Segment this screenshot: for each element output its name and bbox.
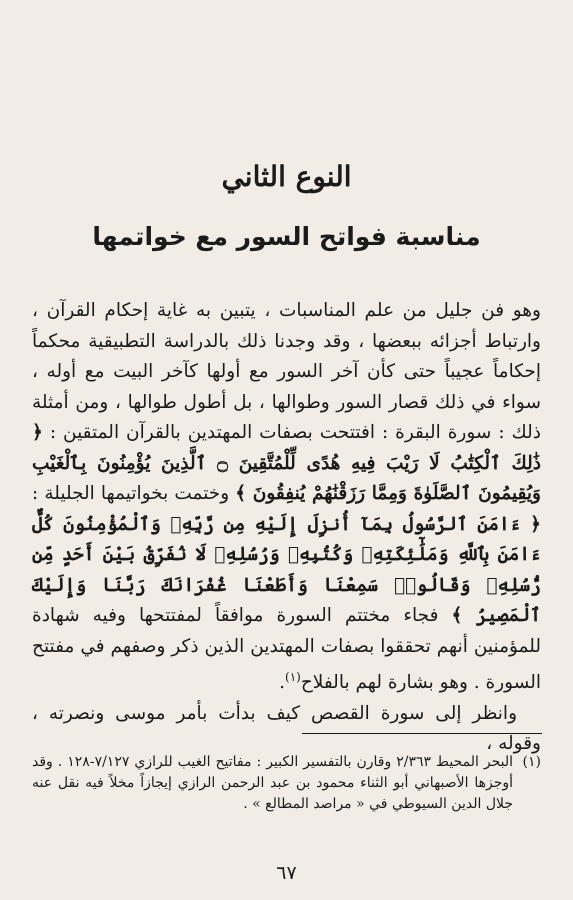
closing-intro-text: وختمت بخواتيمها الجليلة : (32, 483, 230, 504)
footnote-marker: (١) (285, 670, 301, 684)
conclusion-period: . (279, 672, 286, 694)
quran-verse-opening: ﴿ ذَٰلِكَ ٱلْكِتَٰبُ لَا رَيْبَ فِيهِ هُدًى لِّلْمُتَّقِينَ ۝ ٱلَّذِينَ يُؤْمِنُونَ بِٱلْغَيْبِ وَيُقِيمُونَ ٱلصَّلَوٰةَ وَمِمَّا رَزَقْنَٰهُمْ يُنفِقُونَ ﴾ (32, 422, 541, 504)
body-text (32, 296, 541, 760)
chapter-subheading: مناسبة فواتح السور مع خواتمها (92, 222, 481, 251)
paragraph-qasas: وانظر إلى سورة القصص كيف بدأت بأمر موسى ونصرته ، وقوله ، (32, 702, 541, 755)
intro-text: وهو فن جليل من علم المناسبات ، يتبين به غاية إحكام القرآن ، وارتباط أجزائه ببعضها ، وقد وجدنا ذلك بالدراسة التطبيقية محكماً إحكاماً عجيباً حتى كأن آخر السور مع أولها كآخر البيت مع أوله ، سواء في ذلك قصار السور وطوالها ، بل أطول طوالها ، ومن أمثلة ذلك : سورة البقرة : افتتحت بصفات المهتدين بالقرآن المتقين : (32, 300, 541, 443)
footnote-divider (302, 733, 542, 734)
footnote-text: البحر المحيط ٢/٣٦٣ وقارن بالتفسير الكبير : مفاتيح الغيب للرازي ٧/١٢٧-١٢٨ . وقد أوجزها الأصبهاني أبو الثناء محمود بن عبد الرحمن الرازي إيجازاً مخلاً فيه نقل عنه جلال الدين السيوطي في « مراصد المطالع » . (32, 754, 514, 812)
footnote-number: (١) (522, 754, 541, 770)
chapter-heading: النوع الثاني (221, 160, 352, 193)
quran-verse-closing: ﴿ ءَامَنَ ٱلرَّسُولُ بِمَآ أُنزِلَ إِلَيْهِ مِن رَّبِّهِۦ وَٱلْمُؤْمِنُونَ كُلٌّ ءَامَنَ بِٱللَّهِ وَمَلَٰٓئِكَتِهِۦ وَكُتُبِهِۦ وَرُسُلِهِۦ لَا نُفَرِّقُ بَيْنَ أَحَدٍ مِّن رُّسُلِهِۦ وَقَالُوا۟ سَمِعْنَا وَأَطَعْنَا غُفْرَانَكَ رَبَّنَا وَإِلَيْكَ ٱلْمَصِيرُ ﴾ (32, 513, 541, 626)
conclusion-text: فجاء مختتم السورة موافقاً لمفتتحها وفيه شهادة للمؤمنين أنهم تحققوا بصفات المهتدين الذين ذكر وصفهم في مفتتح السورة . وهو بشارة لهم بالفلاح (32, 605, 541, 694)
footnotes (32, 752, 541, 815)
paragraph-intro (32, 296, 541, 699)
page-number: ٦٧ (276, 862, 297, 884)
